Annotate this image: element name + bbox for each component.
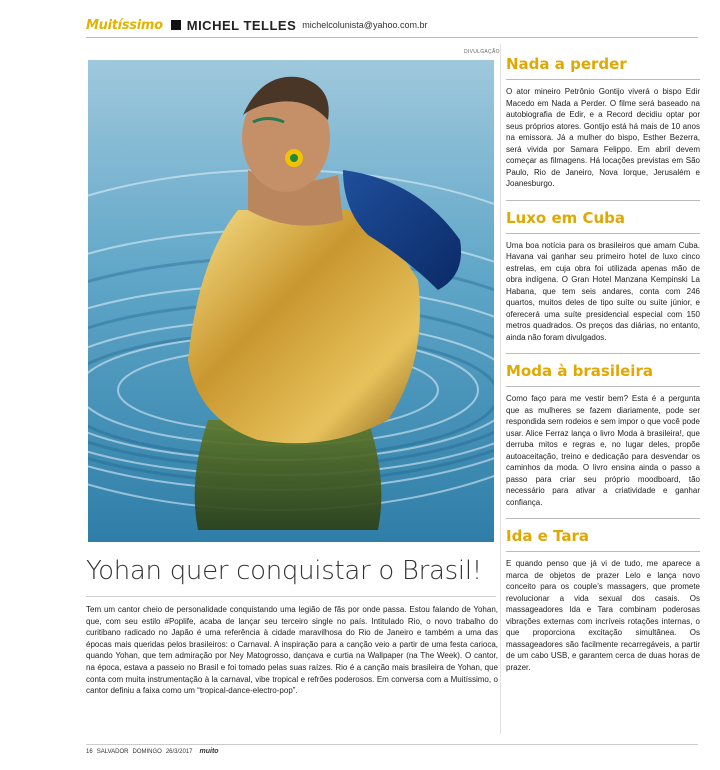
note-rule xyxy=(506,386,700,387)
photo-credit: DIVULGAÇÃO xyxy=(464,49,500,55)
footer-brand: muito xyxy=(199,748,219,755)
note-text: O ator mineiro Petrônio Gontijo viverá o bispo Edir Macedo em Nada a Perder. O filme será baseado na autobiografia de Edir, e a Record decidiu optar por seus próprios atores. Gontijo está há mais de 10 anos na emissora. Já a mulher do bispo, Esther Bezerra, será vivida por Samara Felippo. Em abril devem começar as filmagens. Há locações previstas em São Paulo, Rio de Janeiro, Nova Iorque, Jerusalém e Joanesburgo. xyxy=(506,87,700,188)
page-number: 16 xyxy=(86,748,93,755)
main-headline: Yohan quer conquistar o Brasil! xyxy=(86,556,482,586)
note-rule xyxy=(506,233,700,234)
note-rule xyxy=(506,551,700,552)
square-bullet-icon xyxy=(171,20,181,30)
note-separator xyxy=(506,200,700,201)
note-title: Luxo em Cuba xyxy=(506,208,626,227)
sidebar-notes xyxy=(506,55,700,673)
note-title: Moda à brasileira xyxy=(506,362,653,380)
note-rule xyxy=(506,79,700,80)
author-name: MICHEL TELLES xyxy=(186,17,297,33)
footer-day: DOMINGO xyxy=(132,748,162,755)
note-title: Nada a perder xyxy=(506,55,627,73)
column-header xyxy=(86,14,696,36)
author-email[interactable]: michelcolunista@yahoo.com.br xyxy=(302,20,428,30)
note-text: E quando penso que já vi de tudo, me aparece a marca de objetos de prazer Lelo e lança novo conceito para os couple’s massagers, que promete revolucionar a vida sexual dos casais. Os massageadores Ida e Tara combinam poderosas vibrações externas com incríveis rotações internas, o que proporciona excitação simultânea. Os massageadores são facilmente recarregáveis, a partir de um cabo USB, e garantem cerca de duas horas de prazer. xyxy=(506,559,700,672)
note-separator xyxy=(506,353,700,354)
headline-rule xyxy=(86,596,496,597)
footer-rule xyxy=(86,744,698,745)
main-story-body: Tem um cantor cheio de personalidade conquistando uma legião de fãs por onde passa. Estou falando de Yohan, que, com seu estilo #Poplife, acaba de lançar seu terceiro single no país. Intitulado Rio, o novo trabalho do curitibano radicado no Japão é uma referência à cidade maravilhosa do Rio de Janeiro e também a uma das épocas mais queridas pelos brasileiros: o Carnaval. A inspiração para a canção veio a partir de uma festa carioca, quando Yohan, que tem admiração por Ney Matogrosso, dançava e curtia na Wallpaper (na The Week). O cantor, na época, estava a passeio no Brasil e foi tomado pelas suas raízes. Rio é a canção mais brasileira de Yohan, que conta com muita instrumentação à la carnaval, vibe tropical e refrões poderosos. Em conversa com a Muitíssimo, o cantor definiu a faixa como um “tropical-dance-electro-pop”. xyxy=(86,605,498,696)
column-divider xyxy=(500,44,501,734)
note-text: Uma boa notícia para os brasileiros que amam Cuba. Havana vai ganhar seu primeiro hotel de luxo cinco estrelas, em cuja obra foi utilizada apenas mão de obra indígena. O Gran Hotel Manzana Kempinski La Habana, que tem seis andares, conta com 246 quartos, muitos deles de tipo suíte ou suíte júnior, e oferecerá uma suíte presidencial especial com 150 metros quadrados. Os preços das diárias, no entanto, ainda não foram divulgados. xyxy=(506,240,700,342)
header-rule xyxy=(86,37,698,38)
note-text: Como faço para me vestir bem? Esta é a pergunta que as mulheres se fazem diariamente, pode ser respondida sem rodeios e sem impor o que você pode usar. Alice Ferraz lança o livro Moda à brasileira!, que derruba mitos e regras e, no lugar deles, propõe autoaceitação, treino e dedicação para desvendar os caminhos da moda. O livro ensina ainda o passo a passo para criar seu próprio moodboard, tão necessário para ativar a criatividade e ganhar confiança. xyxy=(506,394,700,507)
feature-photo xyxy=(88,60,494,542)
note-title: Ida e Tara xyxy=(506,527,589,545)
footer-date: 26/3/2017 xyxy=(165,748,193,755)
page-footer xyxy=(86,748,698,755)
section-name: Muitíssimo xyxy=(86,17,163,33)
footer-city: SALVADOR xyxy=(96,748,129,755)
note-separator xyxy=(506,518,700,519)
